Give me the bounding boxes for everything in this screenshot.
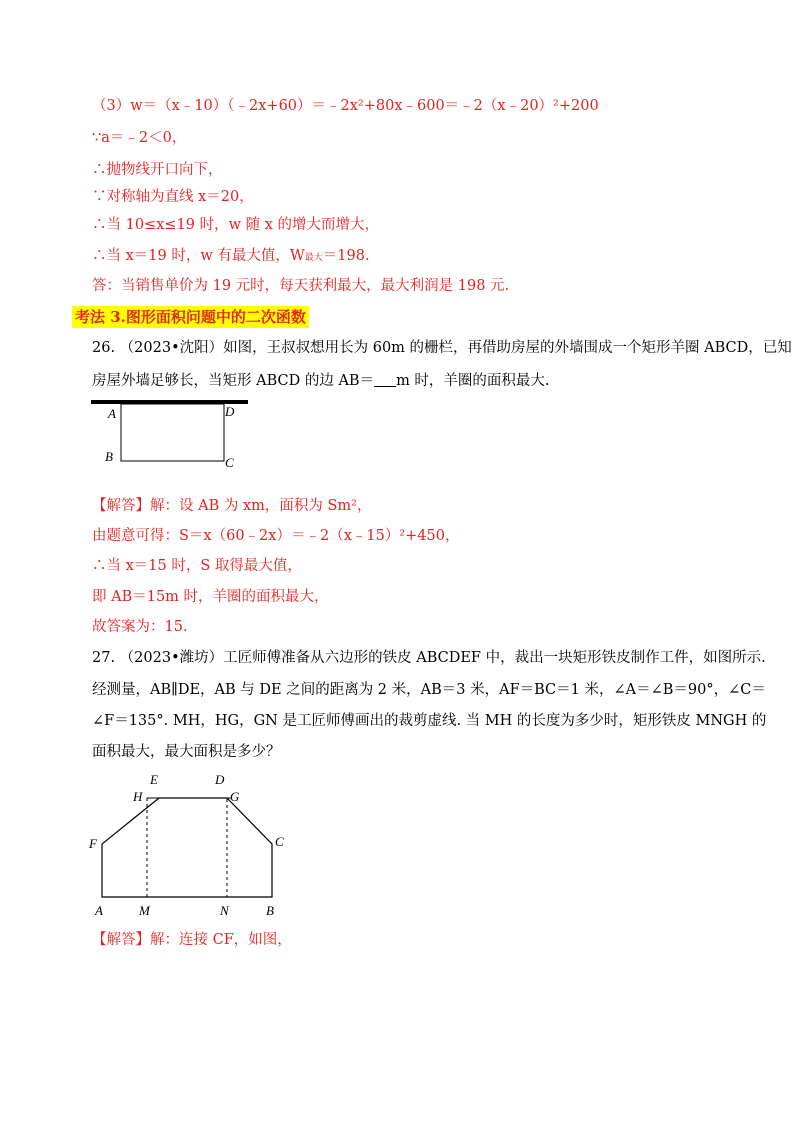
- label-C: C: [275, 834, 284, 849]
- p27-answer-line: 【解答】解：连接 CF，如图，: [92, 932, 292, 948]
- label-G: G: [230, 789, 240, 804]
- label-B: B: [266, 903, 274, 918]
- p26-answer-line3: ∴当 x＝15 时，S 取得最大值，: [92, 558, 302, 574]
- solution-line-answer: 答：当销售单价为 19 元时，每天获利最大，最大利润是 198 元.: [92, 278, 510, 294]
- p26-answer-line4: 即 AB＝15m 时，羊圈的面积最大，: [92, 589, 329, 605]
- solution-line-axis: ∵对称轴为直线 x＝20，: [92, 189, 254, 205]
- label-C: C: [225, 455, 234, 470]
- problem27-line4: 面积最大，最大面积是多少？: [92, 744, 281, 760]
- problem26-figure: [88, 396, 258, 474]
- problem27-line1: 27. （2023•潍坊）工匠师傅准备从六边形的铁皮 ABCDEF 中，裁出一块矩形铁皮制作工件，如图所示.: [92, 650, 766, 666]
- problem26-line2-text: 房屋外墙足够长，当矩形 ABCD 的边 AB＝: [92, 373, 375, 389]
- answer-blank: [374, 372, 396, 387]
- solution-line-max: [92, 246, 710, 268]
- solution-line-max-text: ∴当 x＝19 时，w 有最大值，W: [92, 248, 305, 264]
- label-A: A: [108, 406, 116, 421]
- problem27-figure: [88, 764, 298, 924]
- label-E: E: [150, 772, 158, 787]
- problem27-line2: 经测量，AB∥DE，AB 与 DE 之间的距离为 2 米，AB＝3 米，AF＝BC＝1 米，∠A＝∠B＝90°，∠C＝: [92, 682, 766, 698]
- solution-line-max-value: ＝198.: [322, 248, 370, 264]
- p26-answer-line1: 【解答】解：设 AB 为 xm，面积为 Sm²，: [92, 498, 372, 514]
- hexagon-ABCDEF: [102, 798, 272, 897]
- label-D: D: [225, 404, 235, 419]
- p26-answer-line2: 由题意可得：S＝x（60﹣2x）＝﹣2（x﹣15）²+450，: [92, 528, 460, 544]
- label-N: N: [220, 903, 229, 918]
- solution-line-max-subscript: 最大: [304, 253, 323, 263]
- problem26-line2-rest: m 时，羊圈的面积最大.: [396, 373, 550, 389]
- solution-line-opens-down: ∴抛物线开口向下，: [92, 162, 223, 178]
- p26-answer-line5: 故答案为：15.: [92, 619, 188, 635]
- pen-rectangle: [121, 404, 224, 461]
- label-H: H: [133, 789, 143, 804]
- solution-line-a-negative: ∵a＝﹣2＜0，: [92, 130, 187, 146]
- label-A: A: [95, 903, 103, 918]
- problem26-line2: [92, 371, 710, 391]
- problem26-line1: 26. （2023•沈阳）如图，王叔叔想用长为 60m 的栅栏，再借助房屋的外墙围成一个矩形羊圈 ABCD，已知: [92, 340, 792, 356]
- label-F: F: [89, 836, 97, 851]
- solution-line-equation: （3）w＝（x﹣10）（﹣2x+60）＝﹣2x²+80x﹣600＝﹣2（x﹣20）²+200: [92, 98, 599, 114]
- label-D: D: [215, 772, 225, 787]
- cut-lines-MHGN: [147, 798, 227, 897]
- problem27-line3: ∠F＝135°. MH，HG，GN 是工匠师傅画出的裁剪虚线. 当 MH 的长度为多少时，矩形铁皮 MNGH 的: [92, 713, 767, 729]
- solution-line-increasing: ∴当 10≤x≤19 时，w 随 x 的增大而增大，: [92, 217, 380, 233]
- label-M: M: [139, 903, 150, 918]
- section-heading: 考法 3.图形面积问题中的二次函数: [72, 306, 309, 328]
- label-B: B: [105, 449, 113, 464]
